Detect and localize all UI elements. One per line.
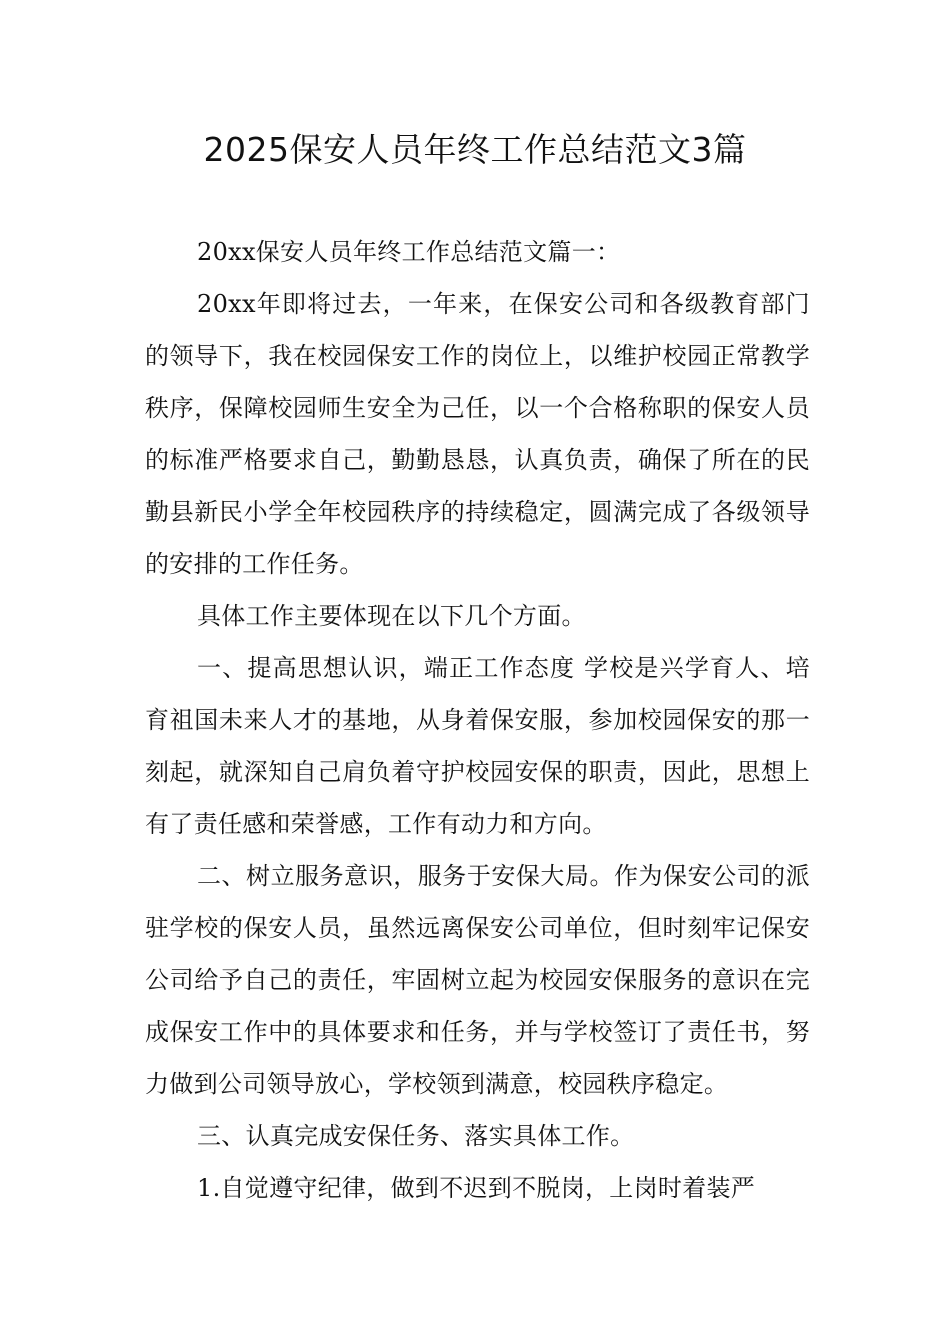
- paragraph-section-heading: 20xx保安人员年终工作总结范文篇一：: [197, 238, 621, 266]
- document-title: 2025保安人员年终工作总结范文3篇: [203, 130, 747, 169]
- paragraph-point-two: 二、树立服务意识，服务于安保大局。作为保安公司的派驻学校的保安人员，虽然远离保安公司单位，但时刻牢记保安公司给予自己的责任，牢固树立起为校园安保服务的意识在完成保安工作中的具体要求和任务，并与学校签订了责任书，努力做到公司领导放心，学校领到满意，校园秩序稳定。: [145, 862, 810, 1098]
- paragraph-intro: 20xx年即将过去，一年来，在保安公司和各级教育部门的领导下，我在校园保安工作的岗位上，以维护校园正常教学秩序，保障校园师生安全为己任，以一个合格称职的保安人员的标准严格要求自己，勤勤恳恳，认真负责，确保了所在的民勤县新民小学全年校园秩序的持续稳定，圆满完成了各级领导的安排的工作任务。: [145, 290, 810, 578]
- paragraph-item-one: 1.自觉遵守纪律，做到不迟到不脱岗，上岗时着装严: [197, 1174, 756, 1202]
- paragraph-point-one: 一、提高思想认识，端正工作态度 学校是兴学育人、培育祖国未来人才的基地，从身着保安服，参加校园保安的那一刻起，就深知自己肩负着守护校园安保的职责，因此，思想上有了责任感和荣誉感，工作有动力和方向。: [145, 654, 810, 838]
- paragraph-overview: 具体工作主要体现在以下几个方面。: [197, 602, 586, 630]
- document-body: [145, 226, 810, 1214]
- paragraph-point-three: 三、认真完成安保任务、落实具体工作。: [197, 1122, 635, 1150]
